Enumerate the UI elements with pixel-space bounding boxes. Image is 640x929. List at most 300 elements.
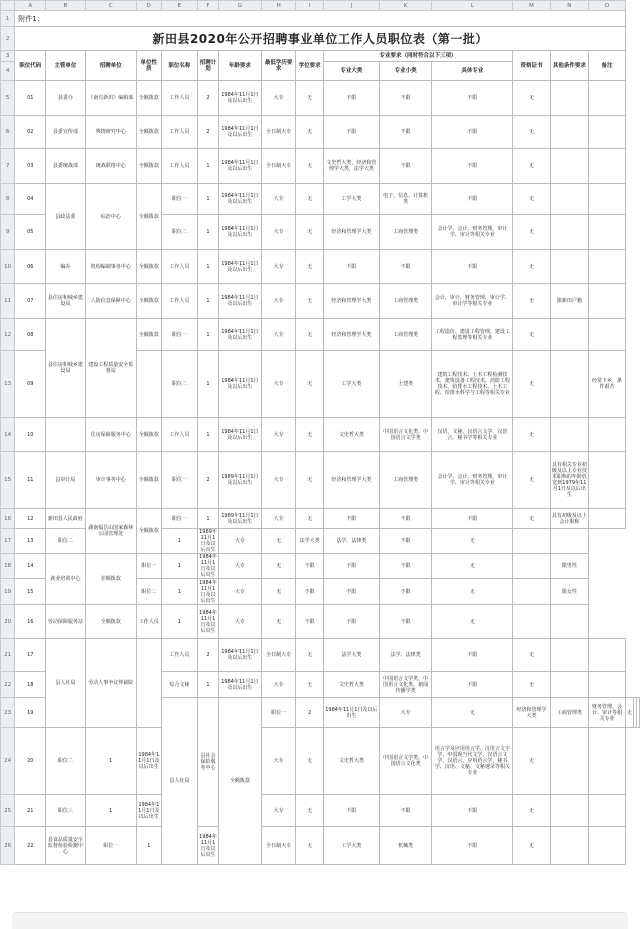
cell-plan[interactable]: 1 — [198, 418, 219, 452]
cell-major-specific[interactable]: 不限 — [432, 184, 513, 215]
cell-dept[interactable]: 县政法委 — [46, 184, 85, 250]
cell-code[interactable]: 21 — [15, 795, 46, 827]
cell-age[interactable]: 1984年11月1日及以后出生 — [218, 149, 261, 184]
row-number[interactable]: 9 — [1, 215, 15, 250]
cell-major-specific[interactable]: 不限 — [432, 639, 513, 672]
cell-age[interactable]: 1984年11月1日及以后出生 — [199, 579, 217, 604]
cell-nature[interactable]: 全额拨款 — [137, 319, 162, 351]
row-number[interactable]: 2 — [1, 27, 15, 51]
cell-education[interactable]: 大专 — [261, 418, 296, 452]
col-letter[interactable]: N — [550, 1, 588, 11]
col-letter[interactable]: L — [432, 1, 513, 11]
cell-dept[interactable]: 县人社局 — [46, 639, 85, 728]
cell-degree[interactable]: 无 — [296, 509, 323, 529]
cell-nature[interactable]: 全额拨款 — [137, 184, 162, 250]
cell-note[interactable] — [589, 672, 626, 698]
row-number[interactable]: 13 — [1, 351, 15, 418]
cell-dept[interactable]: 县人社局 — [161, 698, 197, 865]
cell-code[interactable]: 18 — [15, 672, 46, 698]
cell-major-specific[interactable]: 不限 — [379, 529, 431, 554]
cell-note[interactable]: 限女性 — [550, 579, 588, 605]
cell-cert[interactable]: 无 — [513, 149, 550, 184]
cell-education[interactable]: 大专 — [261, 184, 296, 215]
cell-cert[interactable]: 无 — [513, 418, 550, 452]
cell-code[interactable]: 05 — [15, 215, 46, 250]
cell-plan[interactable]: 1 — [137, 827, 162, 865]
cell-plan[interactable]: 1 — [85, 728, 137, 795]
cell-education[interactable]: 全日制大专 — [261, 827, 296, 865]
cell-unit[interactable]: 机构编制事务中心 — [85, 250, 137, 284]
cell-cert[interactable]: 无 — [432, 605, 513, 639]
cell-plan[interactable]: 2 — [198, 639, 219, 672]
cell-age[interactable]: 1984年11月1日及以后出生 — [218, 319, 261, 351]
cell-nature[interactable] — [137, 639, 162, 728]
cell-degree[interactable]: 无 — [296, 319, 323, 351]
cell-position[interactable]: 职位二 — [46, 529, 85, 554]
cell-major-category[interactable]: 文史哲大类 — [323, 672, 379, 698]
cell-major-category[interactable]: 不限 — [296, 554, 323, 579]
row-number[interactable]: 21 — [1, 639, 15, 672]
cell-age[interactable]: 1989年11月1日及以后出生 — [199, 529, 217, 553]
cell-major-subcategory[interactable]: 中国语言文化类、中国语言文学类 — [379, 418, 431, 452]
cell-other[interactable] — [513, 605, 550, 639]
cell-major-subcategory[interactable]: 法学、法律类 — [323, 529, 379, 554]
cell-age[interactable]: 1984年11月1日及以后出生 — [218, 215, 261, 250]
col-letter[interactable]: K — [379, 1, 431, 11]
row-number[interactable]: 1 — [1, 11, 15, 27]
col-letter[interactable]: B — [46, 1, 85, 11]
cell-position[interactable]: 职位一 — [161, 184, 197, 215]
cell-plan[interactable]: 1 — [198, 351, 219, 418]
cell-major-subcategory[interactable]: 工商管理类 — [379, 215, 431, 250]
cell-education[interactable]: 大专 — [261, 319, 296, 351]
select-all-corner[interactable] — [1, 1, 15, 11]
cell-code[interactable]: 04 — [15, 184, 46, 215]
cell-major-specific[interactable]: 不限 — [432, 149, 513, 184]
cell-plan[interactable]: 1 — [198, 284, 219, 319]
cell-code[interactable]: 16 — [15, 605, 46, 639]
cell-major-subcategory[interactable]: 中国语言文学类、中国语言文化类 — [379, 728, 431, 795]
cell-unit[interactable]: 湖南福岳山国家森林公园管理处 — [85, 509, 137, 554]
cell-major-specific[interactable]: 不限 — [432, 827, 513, 865]
cell-cert[interactable]: 无 — [513, 827, 550, 865]
row-number[interactable]: 3 — [1, 51, 15, 62]
cell-major-specific[interactable]: 财务管理、会计、审计等相关专业 — [589, 698, 626, 728]
cell-major-specific[interactable]: 不限 — [379, 554, 431, 579]
cell-age[interactable]: 1984年11月1日及以后出生 — [218, 639, 261, 672]
cell-cert[interactable]: 无 — [513, 509, 550, 529]
cell-plan[interactable]: 2 — [198, 116, 219, 149]
cell-position[interactable]: 工作人员 — [161, 639, 197, 672]
cell-unit[interactable]: 人防信息保障中心 — [85, 284, 137, 319]
cell-major-category[interactable]: 文史哲大类 — [323, 728, 379, 795]
col-letter[interactable]: F — [198, 1, 219, 11]
cell-note[interactable] — [589, 284, 626, 319]
cell-note[interactable] — [589, 116, 626, 149]
cell-cert[interactable]: 无 — [513, 284, 550, 319]
cell-position[interactable]: 工作人员 — [161, 116, 197, 149]
cell-note[interactable] — [589, 250, 626, 284]
cell-education[interactable]: 大专 — [261, 215, 296, 250]
cell-major-subcategory[interactable]: 不限 — [379, 250, 431, 284]
cell-other[interactable]: 具有相关专业初级及以上专业技术职称的年龄放宽到1979年11月1日及以后出生 — [550, 452, 588, 509]
cell-major-subcategory[interactable]: 法学、法律类 — [379, 639, 431, 672]
cell-other[interactable] — [550, 149, 588, 184]
cell-major-category[interactable]: 不限 — [323, 509, 379, 529]
cell-major-category[interactable]: 不限 — [296, 579, 323, 605]
cell-major-specific[interactable]: 不限 — [379, 579, 431, 605]
cell-dept[interactable]: 县委统战部 — [46, 149, 85, 184]
cell-note[interactable] — [589, 795, 626, 827]
cell-plan[interactable]: 1 — [198, 149, 219, 184]
cell-degree[interactable]: 无 — [296, 827, 323, 865]
cell-code[interactable]: 20 — [15, 728, 46, 795]
cell-age[interactable]: 1984年11月1日及以后出生 — [218, 184, 261, 215]
cell-major-specific[interactable]: 不限 — [432, 509, 513, 529]
cell-position[interactable]: 职位一 — [161, 452, 197, 509]
cell-major-subcategory[interactable]: 不限 — [379, 795, 431, 827]
cell-other[interactable] — [550, 418, 588, 452]
cell-plan[interactable]: 1 — [198, 250, 219, 284]
cell-age[interactable]: 1984年11月1日及以后出生 — [218, 351, 261, 418]
cell-degree[interactable]: 无 — [296, 284, 323, 319]
cell-note[interactable] — [589, 452, 626, 509]
cell-cert[interactable]: 无 — [432, 579, 513, 605]
col-letter[interactable]: H — [261, 1, 296, 11]
cell-other[interactable] — [550, 827, 588, 865]
cell-other[interactable] — [550, 250, 588, 284]
cell-education[interactable]: 大专 — [261, 81, 296, 116]
cell-major-specific[interactable]: 汉语、文秘、汉语言文学、汉语言、秘书学等相关专业 — [432, 418, 513, 452]
cell-note[interactable] — [589, 827, 626, 865]
cell-note[interactable] — [637, 698, 640, 728]
cell-code[interactable]: 17 — [15, 639, 46, 672]
cell-cert[interactable]: 无 — [513, 215, 550, 250]
row-number[interactable]: 24 — [1, 728, 15, 795]
cell-code[interactable]: 03 — [15, 149, 46, 184]
cell-major-subcategory[interactable]: 工商管理类 — [379, 284, 431, 319]
cell-cert[interactable]: 无 — [513, 116, 550, 149]
cell-major-subcategory[interactable]: 不限 — [379, 149, 431, 184]
cell-degree[interactable]: 无 — [296, 215, 323, 250]
cell-age[interactable]: 1989年11月1日及以后出生 — [218, 452, 261, 509]
cell-code[interactable]: 12 — [15, 509, 46, 529]
cell-major-specific[interactable]: 会计学、会计、财务管理、审计学、审计等相关专业 — [432, 215, 513, 250]
cell-major-specific[interactable]: 会计、审计、财务管理、审计学、审计学等相关专业 — [432, 284, 513, 319]
cell-code[interactable]: 11 — [15, 452, 46, 509]
col-letter[interactable]: J — [323, 1, 379, 11]
cell-unit[interactable]: 建设工程质量安全监督站 — [85, 319, 137, 418]
cell-major-category[interactable]: 经济和管理学大类 — [323, 215, 379, 250]
cell-age[interactable]: 1984年11月1日及以后出生 — [218, 250, 261, 284]
cell-note[interactable]: 限男性 — [550, 554, 588, 579]
cell-nature[interactable]: 全额拨款 — [137, 284, 162, 319]
cell-other[interactable] — [513, 554, 550, 579]
cell-cert[interactable]: 无 — [513, 351, 550, 418]
cell-plan[interactable]: 1 — [161, 579, 197, 605]
cell-major-subcategory[interactable]: 不限 — [379, 116, 431, 149]
cell-major-subcategory[interactable]: 不限 — [323, 554, 379, 579]
cell-education[interactable]: 大专 — [261, 728, 296, 795]
cell-code[interactable]: 13 — [15, 529, 46, 554]
col-letter[interactable]: D — [137, 1, 162, 11]
cell-unit[interactable]: 劳动保障服务站 — [46, 605, 85, 639]
cell-position[interactable]: 工作人员 — [137, 605, 162, 639]
cell-degree[interactable]: 无 — [261, 554, 296, 579]
cell-code[interactable]: 06 — [15, 250, 46, 284]
cell-degree[interactable]: 无 — [261, 529, 296, 554]
cell-major-category[interactable]: 工学大类 — [323, 351, 379, 418]
cell-dept[interactable]: 县住房和城乡建设局 — [46, 284, 85, 319]
cell-other[interactable] — [550, 319, 588, 351]
cell-degree[interactable]: 无 — [296, 452, 323, 509]
row-number[interactable]: 15 — [1, 452, 15, 509]
cell-nature[interactable]: 差额拨款 — [85, 554, 137, 605]
cell-cert[interactable]: 无 — [513, 728, 550, 795]
cell-unit[interactable]: 统战联络中心 — [85, 149, 137, 184]
cell-major-specific[interactable]: 不限 — [432, 250, 513, 284]
cell-education[interactable]: 大专 — [261, 672, 296, 698]
cell-education[interactable]: 大专 — [218, 554, 261, 579]
cell-major-category[interactable]: 不限 — [296, 605, 323, 639]
row-number[interactable]: 18 — [1, 554, 15, 579]
cell-note[interactable] — [589, 509, 626, 529]
cell-degree[interactable]: 无 — [296, 184, 323, 215]
cell-plan[interactable]: 2 — [198, 81, 219, 116]
cell-education[interactable]: 全日制大专 — [261, 116, 296, 149]
cell-cert[interactable]: 无 — [513, 639, 550, 672]
cell-major-specific[interactable]: 不限 — [379, 605, 431, 639]
cell-code[interactable]: 08 — [15, 319, 46, 351]
cell-unit[interactable]: 县食品质量安全监督检验检测中心 — [46, 827, 85, 865]
cell-education[interactable]: 大专 — [218, 605, 261, 639]
row-number[interactable]: 6 — [1, 116, 15, 149]
cell-education[interactable]: 大专 — [261, 795, 296, 827]
cell-age[interactable]: 1989年11月1日及以后出生 — [218, 509, 261, 529]
row-number[interactable]: 19 — [1, 579, 15, 605]
cell-dept[interactable]: 新田县人民政府 — [46, 509, 85, 529]
cell-plan[interactable]: 1 — [198, 184, 219, 215]
cell-major-category[interactable]: 文史哲大类 — [323, 418, 379, 452]
cell-education[interactable]: 大专 — [218, 529, 261, 554]
cell-other[interactable] — [550, 215, 588, 250]
cell-position[interactable]: 职位三 — [46, 795, 85, 827]
cell-note[interactable] — [589, 418, 626, 452]
cell-position[interactable]: 职位一 — [137, 554, 162, 579]
cell-dept[interactable]: 县审计局 — [46, 452, 85, 509]
cell-dept[interactable]: 编办 — [46, 250, 85, 284]
cell-major-subcategory[interactable]: 土建类 — [379, 351, 431, 418]
cell-education[interactable]: 大专 — [379, 698, 431, 728]
cell-unit[interactable]: 舆情研究中心 — [85, 116, 137, 149]
col-letter[interactable]: G — [218, 1, 261, 11]
cell-age[interactable]: 1984年11月1日及以后出生 — [198, 827, 219, 865]
cell-position[interactable]: 职位二 — [161, 215, 197, 250]
cell-other[interactable] — [513, 579, 550, 605]
cell-major-specific[interactable]: 不限 — [432, 672, 513, 698]
cell-age[interactable]: 1984年11月1日及以后出生 — [137, 728, 162, 795]
cell-other[interactable] — [550, 795, 588, 827]
row-number[interactable]: 23 — [1, 698, 15, 728]
row-number[interactable]: 22 — [1, 672, 15, 698]
row-number[interactable]: 5 — [1, 81, 15, 116]
cell-note[interactable] — [589, 728, 626, 795]
row-number[interactable]: 8 — [1, 184, 15, 215]
cell-major-category[interactable]: 工学大类 — [323, 184, 379, 215]
row-number[interactable]: 7 — [1, 149, 15, 184]
cell-degree[interactable]: 无 — [296, 672, 323, 698]
cell-major-category[interactable]: 法学大类 — [323, 639, 379, 672]
cell-position[interactable]: 综合文秘 — [161, 672, 197, 698]
cell-major-subcategory[interactable]: 不限 — [323, 605, 379, 639]
cell-age[interactable]: 1984年11月1日及以后出生 — [218, 81, 261, 116]
cell-major-subcategory[interactable]: 中国语言文学类、中国语言文化类、新闻传播学类 — [379, 672, 431, 698]
cell-age[interactable]: 1984年11月1日及以后出生 — [218, 418, 261, 452]
row-number[interactable]: 20 — [1, 605, 15, 639]
cell-plan[interactable]: 1 — [85, 795, 137, 827]
cell-plan[interactable]: 1 — [198, 672, 219, 698]
cell-age[interactable]: 1984年11月1日及以后出生 — [137, 795, 162, 827]
bottom-scroll-bar[interactable] — [12, 912, 628, 929]
cell-nature[interactable]: 全额拨款 — [137, 149, 162, 184]
cell-position[interactable]: 工作人员 — [161, 250, 197, 284]
cell-degree[interactable]: 无 — [432, 698, 513, 728]
cell-position[interactable]: 职位一 — [161, 509, 197, 529]
cell-note[interactable] — [589, 319, 626, 351]
row-number[interactable]: 10 — [1, 250, 15, 284]
cell-nature[interactable]: 全额拨款 — [85, 605, 137, 639]
cell-dept[interactable]: 县委办 — [46, 81, 85, 116]
cell-age[interactable]: 1984年11月1日及以后出生 — [218, 672, 261, 698]
cell-cert[interactable]: 无 — [513, 452, 550, 509]
cell-position[interactable]: 职位一 — [85, 827, 137, 865]
cell-code[interactable]: 09 — [15, 351, 46, 418]
cell-code[interactable]: 14 — [15, 554, 46, 579]
cell-cert[interactable]: 无 — [513, 795, 550, 827]
cell-major-subcategory[interactable]: 机械类 — [379, 827, 431, 865]
cell-education[interactable]: 大专 — [261, 452, 296, 509]
cell-code[interactable]: 19 — [15, 698, 46, 728]
cell-major-specific[interactable]: 会计学、会计、财务管理、审计学、审计等相关专业 — [432, 452, 513, 509]
cell-degree[interactable]: 无 — [296, 728, 323, 795]
cell-nature[interactable]: 全额拨款 — [137, 509, 162, 554]
cell-note[interactable]: 经常下乡，条件艰苦 — [589, 351, 626, 418]
cell-plan[interactable]: 1 — [198, 319, 219, 351]
cell-other[interactable] — [550, 728, 588, 795]
cell-code[interactable]: 07 — [15, 284, 46, 319]
cell-other[interactable] — [513, 529, 550, 554]
col-letter[interactable]: I — [296, 1, 323, 11]
cell-position[interactable]: 职位二 — [46, 728, 85, 795]
cell-unit[interactable]: 《南有新田》编辑部 — [85, 81, 137, 116]
cell-major-specific[interactable]: 语言学及应用语言学、汉语言文字学、中国现当代文学、汉语言文学、汉语言、应用语言学、秘书学、汉语、文秘、文秘速录等相关专业 — [432, 728, 513, 795]
cell-degree[interactable]: 无 — [296, 250, 323, 284]
cell-nature[interactable]: 全额拨款 — [137, 81, 162, 116]
cell-code[interactable]: 01 — [15, 81, 46, 116]
cell-nature[interactable]: 全额拨款 — [137, 116, 162, 149]
cell-note[interactable] — [550, 605, 588, 639]
cell-major-category[interactable]: 法学大类 — [296, 529, 323, 554]
cell-dept[interactable]: 县住房和城乡建设局 — [46, 319, 85, 418]
cell-code[interactable]: 15 — [15, 579, 46, 605]
cell-other[interactable]: 限新田户籍 — [550, 284, 588, 319]
cell-major-specific[interactable]: 工程造价、建设工程管理、建设工程监理等相关专业 — [432, 319, 513, 351]
cell-major-specific[interactable]: 不限 — [432, 116, 513, 149]
cell-cert[interactable]: 无 — [432, 529, 513, 554]
cell-major-specific[interactable]: 不限 — [432, 81, 513, 116]
cell-degree[interactable]: 无 — [296, 81, 323, 116]
cell-degree[interactable]: 无 — [296, 116, 323, 149]
cell-education[interactable]: 大专 — [261, 284, 296, 319]
cell-education[interactable]: 全日制大专 — [261, 639, 296, 672]
cell-degree[interactable]: 无 — [261, 605, 296, 639]
cell-other[interactable] — [550, 351, 588, 418]
cell-major-specific[interactable]: 不限 — [432, 795, 513, 827]
cell-age[interactable]: 1984年11月1日及以后出生 — [218, 116, 261, 149]
cell-nature[interactable]: 全额拨款 — [137, 452, 162, 509]
row-number[interactable]: 4 — [1, 62, 15, 81]
cell-age[interactable]: 1984年11月1日及以后出生 — [323, 698, 379, 728]
cell-note[interactable] — [589, 184, 626, 215]
cell-note[interactable] — [589, 81, 626, 116]
cell-degree[interactable]: 无 — [296, 639, 323, 672]
cell-position[interactable]: 职位一 — [161, 319, 197, 351]
cell-plan[interactable]: 2 — [198, 452, 219, 509]
cell-other[interactable] — [550, 639, 588, 672]
cell-major-subcategory[interactable]: 电子、信息、计算机类 — [379, 184, 431, 215]
cell-education[interactable]: 全日制大专 — [261, 149, 296, 184]
cell-unit[interactable]: 审计事务中心 — [85, 452, 137, 509]
cell-code[interactable]: 10 — [15, 418, 46, 452]
cell-unit[interactable]: 住房保障服务中心 — [85, 418, 137, 452]
cell-other[interactable]: 具有初级及以上会计职称 — [550, 509, 588, 529]
col-letter[interactable]: O — [589, 1, 626, 11]
cell-dept[interactable] — [46, 418, 85, 452]
cell-code[interactable]: 02 — [15, 116, 46, 149]
cell-major-category[interactable]: 经济和管理学大类 — [513, 698, 550, 728]
row-number[interactable]: 11 — [1, 284, 15, 319]
cell-education[interactable]: 大专 — [261, 250, 296, 284]
cell-unit[interactable]: 县社会保险服务中心 — [198, 698, 219, 827]
cell-cert[interactable]: 无 — [513, 81, 550, 116]
cell-plan[interactable]: 1 — [161, 554, 197, 579]
cell-education[interactable]: 大专 — [218, 579, 261, 605]
cell-cert[interactable]: 无 — [625, 698, 633, 728]
cell-major-category[interactable]: 经济和管理学大类 — [323, 284, 379, 319]
cell-degree[interactable]: 无 — [296, 418, 323, 452]
cell-major-subcategory[interactable]: 工商管理类 — [550, 698, 588, 728]
cell-major-category[interactable]: 经济和管理学大类 — [323, 319, 379, 351]
cell-other[interactable] — [550, 672, 588, 698]
cell-position[interactable]: 工作人员 — [161, 284, 197, 319]
cell-major-subcategory[interactable]: 工商管理类 — [379, 452, 431, 509]
cell-note[interactable] — [550, 529, 588, 554]
cell-position[interactable]: 工作人员 — [161, 81, 197, 116]
row-number[interactable]: 25 — [1, 795, 15, 827]
cell-major-category[interactable]: 不限 — [323, 795, 379, 827]
cell-position[interactable]: 工作人员 — [161, 149, 197, 184]
cell-major-category[interactable]: 不限 — [323, 81, 379, 116]
cell-cert[interactable]: 无 — [513, 250, 550, 284]
cell-nature[interactable]: 全额拨款 — [137, 250, 162, 284]
cell-plan[interactable]: 1 — [161, 529, 197, 554]
cell-dept[interactable]: 县委宣传部 — [46, 116, 85, 149]
cell-other[interactable] — [550, 184, 588, 215]
cell-degree[interactable]: 无 — [296, 795, 323, 827]
cell-cert[interactable]: 无 — [432, 554, 513, 579]
cell-nature[interactable]: 全额拨款 — [218, 698, 261, 865]
cell-age[interactable]: 1984年11月1日及以后出生 — [199, 554, 217, 578]
